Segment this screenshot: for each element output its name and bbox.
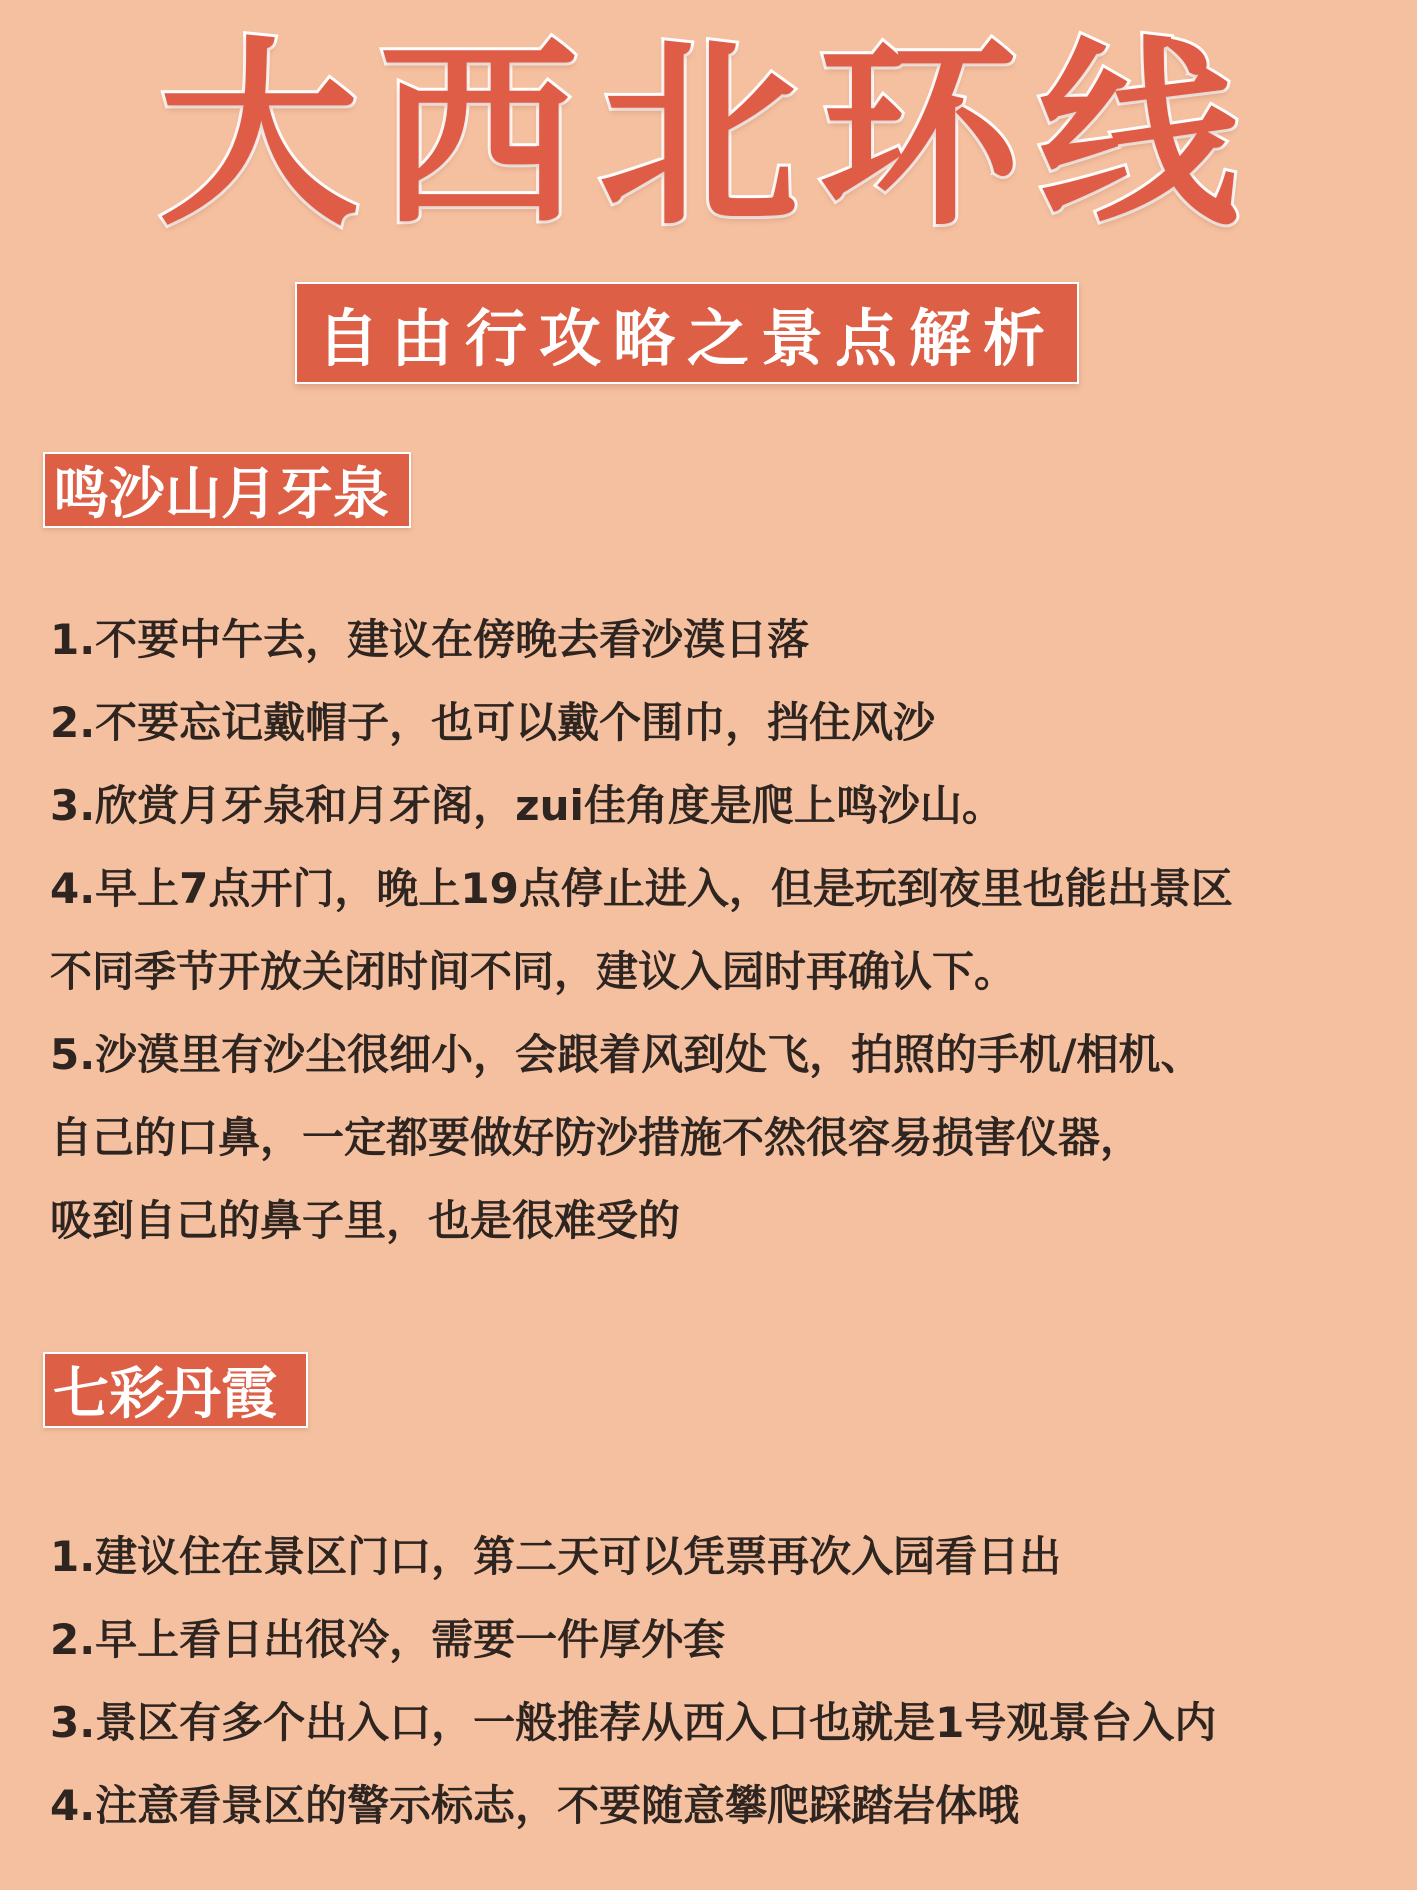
tip-line: 自己的口鼻，一定都要做好防沙措施不然很容易损害仪器， [50,1113,1143,1162]
tip-line: 不同季节开放关闭时间不同，建议入园时再确认下。 [50,947,1017,996]
subtitle-text: 自由行攻略之景点解析 [316,301,1057,375]
tip-line: 5.沙漠里有沙尘很细小，会跟着风到处飞，拍照的手机/相机、 [50,1030,1203,1079]
tip-line: 3.欣赏月牙泉和月牙阁，zui佳角度是爬上鸣沙山。 [50,781,1004,830]
tip-line: 4.早上7点开门，晚上19点停止进入，但是玩到夜里也能出景区 [50,864,1233,913]
subtitle-banner [295,282,1079,384]
tip-line: 2.早上看日出很冷，需要一件厚外套 [50,1615,726,1664]
tip-line: 4.注意看景区的警示标志，不要随意攀爬踩踏岩体哦 [50,1781,1020,1830]
tips-list-mingsha [50,598,1233,1262]
tip-line: 吸到自己的鼻子里，也是很难受的 [50,1196,681,1245]
page-title: 大西北环线 [158,20,1259,253]
tip-line: 1.建议住在景区门口，第二天可以凭票再次入园看日出 [50,1532,1062,1581]
section-tag-danxia [43,1352,308,1428]
section-tag-mingsha [43,452,411,528]
section-tag-label: 七彩丹霞 [53,1362,277,1427]
tip-line: 2.不要忘记戴帽子，也可以戴个围巾，挡住风沙 [50,698,936,747]
tip-line: 1.不要中午去，建议在傍晚去看沙漠日落 [50,615,810,664]
tips-list-danxia [50,1515,1216,1847]
tip-line: 3.景区有多个出入口，一般推荐从西入口也就是1号观景台入内 [50,1698,1217,1747]
section-tag-label: 鸣沙山月牙泉 [53,462,389,527]
